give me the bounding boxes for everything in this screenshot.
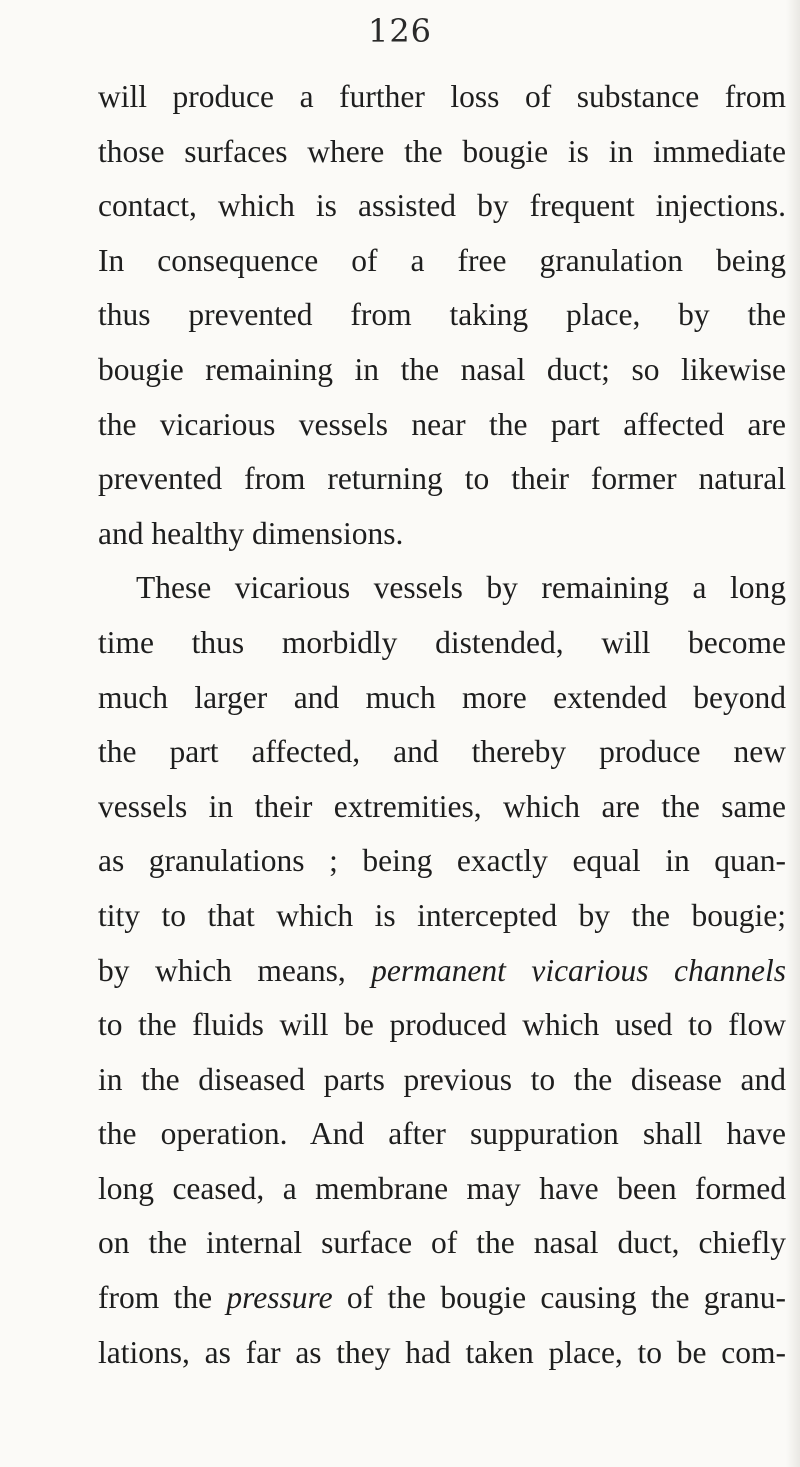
text-segment: by which means, — [98, 952, 372, 988]
body-text — [98, 70, 786, 1380]
text-segment: of the bougie causing the granu- — [332, 1280, 787, 1316]
page-number: 126 — [367, 12, 433, 50]
text-line: and healthy dimensions. — [98, 515, 404, 551]
text-line: bougie remaining in the nasal duct; so likewise — [98, 351, 786, 387]
text-line: prevented from returning to their former natural — [98, 461, 786, 497]
text-line: the part affected, and thereby produce new — [98, 734, 786, 770]
text-line: long ceased, a membrane may have been formed — [98, 1170, 786, 1206]
text-line: as granulations ; being exactly equal in quan- — [98, 843, 786, 879]
text-line-with-italic — [98, 944, 786, 999]
text-line: tity to that which is intercepted by the bougie; — [98, 897, 786, 933]
text-line: time thus morbidly distended, will become — [98, 624, 786, 660]
italic-word: pressure — [226, 1280, 333, 1316]
text-line-with-italic — [98, 1271, 786, 1326]
text-line: to the fluids will be produced which used to flow — [98, 1007, 786, 1043]
text-line: in the diseased parts previous to the disease and — [98, 1061, 786, 1097]
text-line: will produce a further loss of substance from — [98, 79, 786, 114]
text-line: much larger and much more extended beyond — [98, 679, 786, 715]
text-line: lations, as far as they had taken place, to be com- — [98, 1334, 786, 1370]
page-edge-shadow — [786, 0, 800, 1467]
text-line: those surfaces where the bougie is in immediate — [98, 133, 786, 169]
text-line: thus prevented from taking place, by the — [98, 297, 786, 333]
text-line: on the internal surface of the nasal duct, chiefly — [98, 1225, 786, 1261]
text-line: vessels in their extremities, which are the same — [98, 788, 786, 824]
text-line: the operation. And after suppuration shall have — [98, 1116, 786, 1152]
italic-phrase: permanent vicarious channels — [371, 952, 786, 988]
text-line: These vicarious vessels by remaining a long — [136, 570, 786, 606]
text-line: the vicarious vessels near the part affected are — [98, 406, 786, 442]
text-line: In consequence of a free granulation being — [98, 242, 786, 278]
text-segment: from the — [98, 1280, 227, 1316]
text-line: contact, which is assisted by frequent injections. — [98, 188, 786, 224]
